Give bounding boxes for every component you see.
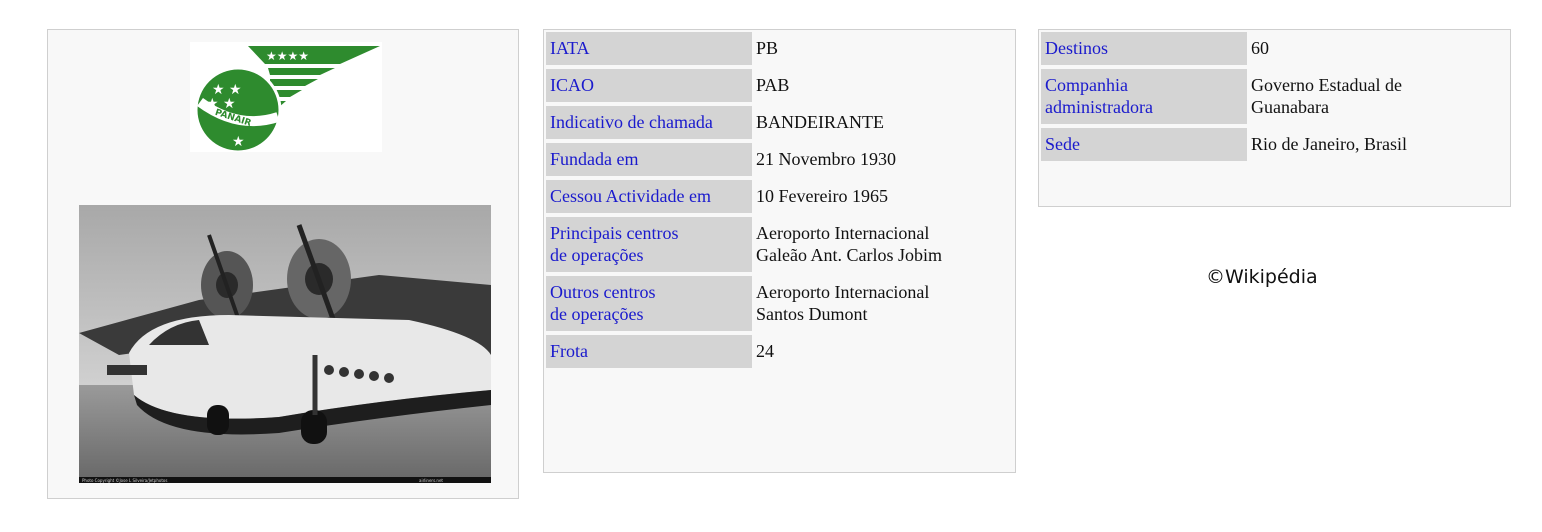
table-row (1041, 69, 1500, 124)
row-value: BANDEIRANTE (756, 112, 884, 132)
row-value-line: Galeão Ant. Carlos Jobim (756, 245, 942, 265)
row-key-text[interactable]: ICAO (550, 75, 594, 95)
row-key-text[interactable]: Indicativo de chamada (550, 112, 713, 132)
logo-lettering: PANAIR (213, 107, 253, 129)
row-key-text[interactable]: Cessou Actividade em (550, 186, 711, 206)
row-value: 10 Fevereiro 1965 (756, 186, 888, 206)
table-row (546, 143, 1005, 176)
image-panel (47, 29, 519, 499)
row-key-text[interactable]: Sede (1045, 134, 1080, 154)
svg-text:★ ★: ★ ★ (212, 82, 242, 98)
row-value: Rio de Janeiro, Brasil (1251, 134, 1407, 154)
table-row (546, 335, 1005, 368)
row-key-text[interactable]: Companhia (1045, 75, 1128, 95)
table-row (546, 276, 1005, 331)
row-key-destinations[interactable] (1041, 32, 1247, 65)
row-value: 24 (756, 341, 774, 361)
svg-text:★: ★ (232, 134, 245, 150)
table-row (546, 32, 1005, 65)
svg-text:★★★★: ★★★★ (266, 49, 310, 63)
row-key-headquarters[interactable] (1041, 128, 1247, 161)
row-key-other-hubs[interactable] (546, 276, 752, 331)
row-key-callsign[interactable] (546, 106, 752, 139)
photo-caption-left: Photo Copyright ©Jose L Silveira/Jetphotos (82, 478, 168, 483)
row-value: PAB (756, 75, 790, 95)
row-key-text[interactable]: Destinos (1045, 38, 1108, 58)
row-key-founded[interactable] (546, 143, 752, 176)
copyright-notice: ©Wikipédia (1206, 266, 1318, 288)
row-key-icao[interactable] (546, 69, 752, 102)
airline-infobox-continued (1038, 29, 1511, 207)
row-key-text[interactable]: Outros centros (550, 282, 656, 302)
row-key-ceased[interactable] (546, 180, 752, 213)
row-key-text[interactable]: Frota (550, 341, 588, 361)
row-value (752, 276, 1005, 331)
row-value: PB (756, 38, 779, 58)
table-row (1041, 128, 1500, 161)
table-row (546, 180, 1005, 213)
table-row (546, 106, 1005, 139)
svg-text:★ ★: ★ ★ (206, 96, 236, 112)
row-value-line: Guanabara (1251, 97, 1329, 117)
table-row (546, 217, 1005, 272)
row-key-main-hubs[interactable] (546, 217, 752, 272)
row-key-text[interactable]: Principais centros (550, 223, 679, 243)
row-value: 21 Novembro 1930 (756, 149, 896, 169)
row-value (752, 217, 1005, 272)
table-row (546, 69, 1005, 102)
row-value-line: Santos Dumont (756, 304, 868, 324)
row-key-iata[interactable] (546, 32, 752, 65)
panair-logo (190, 42, 382, 152)
row-value (1247, 69, 1500, 124)
airline-infobox (543, 29, 1016, 473)
row-value-line: Governo Estadual de (1251, 75, 1402, 95)
row-value: 60 (1251, 38, 1269, 58)
row-key-text[interactable]: IATA (550, 38, 590, 58)
row-value-line: Aeroporto Internacional (756, 282, 930, 302)
row-key-text[interactable]: de operações (550, 304, 644, 324)
row-key-text[interactable]: Fundada em (550, 149, 639, 169)
photo-caption-right: airliners.net (419, 478, 443, 483)
row-key-text[interactable]: administradora (1045, 97, 1153, 117)
seaplane-photo (79, 205, 491, 483)
row-key-text[interactable]: de operações (550, 245, 644, 265)
table-row (1041, 32, 1500, 65)
row-key-fleet[interactable] (546, 335, 752, 368)
row-key-parent-company[interactable] (1041, 69, 1247, 124)
row-value-line: Aeroporto Internacional (756, 223, 930, 243)
